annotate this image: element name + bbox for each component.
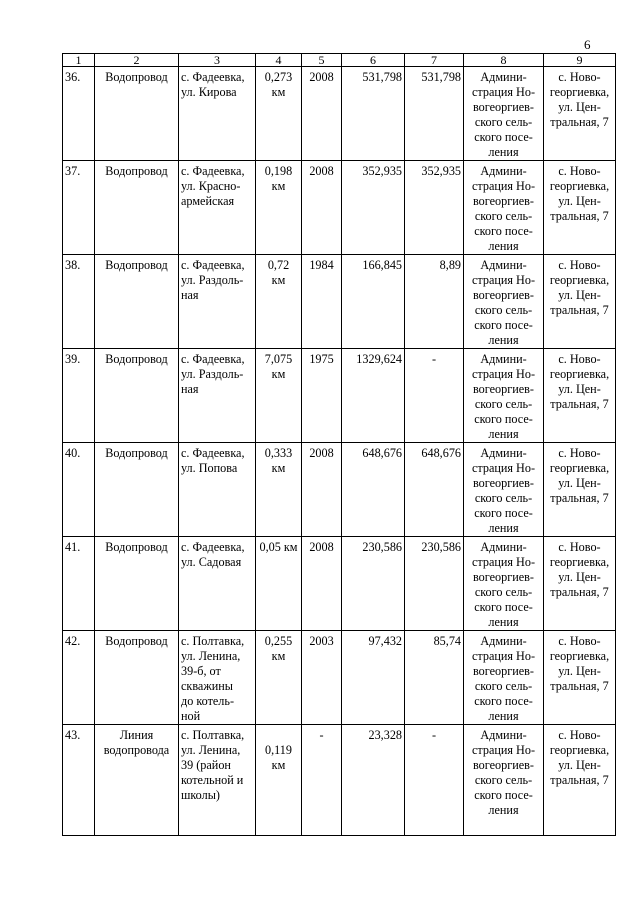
object-address-line: ной <box>181 709 201 723</box>
owner-name-line: Админи- <box>480 446 527 460</box>
owner-name-cell <box>464 349 544 443</box>
commission-year-cell: 2008 <box>302 537 342 631</box>
table-row <box>63 537 616 631</box>
object-length-line: 0,05 км <box>259 540 298 554</box>
owner-name-line: Админи- <box>480 728 527 742</box>
object-length-line: км <box>271 649 286 663</box>
owner-name-line: страция Но- <box>471 461 536 475</box>
owner-name-line: страция Но- <box>471 555 536 569</box>
table-row <box>63 255 616 349</box>
owner-name-line: ского сель- <box>474 773 533 787</box>
object-length-line: км <box>271 461 286 475</box>
table-row <box>63 161 616 255</box>
property-registry-table <box>62 53 616 836</box>
column-number-row <box>63 54 616 67</box>
object-name-cell <box>95 725 179 836</box>
owner-address-line: ул. Цен- <box>558 382 601 396</box>
owner-name-cell <box>464 67 544 161</box>
owner-name-line: вогеоргиев- <box>473 664 534 678</box>
owner-name-line: ского сель- <box>474 303 533 317</box>
object-length-cell <box>256 349 302 443</box>
commission-year-cell: 1975 <box>302 349 342 443</box>
owner-name-line: ления <box>488 615 519 629</box>
object-address-line: ул. Кирова <box>181 85 237 99</box>
owner-name-line: ского посе- <box>474 600 533 614</box>
owner-address-line: с. Ново- <box>558 70 601 84</box>
owner-address-cell <box>544 443 616 537</box>
object-name-line: Водопровод <box>105 164 168 178</box>
object-name-cell <box>95 443 179 537</box>
object-address-line: ул. Раздоль- <box>181 273 244 287</box>
residual-value-cell: - <box>405 349 464 443</box>
owner-name-line: ского посе- <box>474 788 533 802</box>
owner-name-line: ления <box>488 521 519 535</box>
owner-address-line: тральная, 7 <box>550 209 609 223</box>
object-length-line: км <box>271 367 286 381</box>
object-address-cell <box>179 443 256 537</box>
object-name-cell <box>95 161 179 255</box>
row-number-cell: 41. <box>63 537 95 631</box>
owner-address-line: ул. Цен- <box>558 476 601 490</box>
balance-value-cell: 23,328 <box>342 725 405 836</box>
object-address-line: ул. Садовая <box>181 555 242 569</box>
owner-address-line: тральная, 7 <box>550 115 609 129</box>
commission-year-cell: 1984 <box>302 255 342 349</box>
owner-name-cell <box>464 631 544 725</box>
row-number-cell: 38. <box>63 255 95 349</box>
owner-name-line: Админи- <box>480 634 527 648</box>
object-address-line: с. Фадеевка, <box>181 352 245 366</box>
column-header: 5 <box>302 54 342 67</box>
object-length-line: км <box>271 273 286 287</box>
object-length-cell <box>256 67 302 161</box>
balance-value-cell: 352,935 <box>342 161 405 255</box>
object-name-line: водопровода <box>103 743 170 757</box>
owner-name-line: вогеоргиев- <box>473 100 534 114</box>
object-address-line: армейская <box>181 194 235 208</box>
object-length-cell <box>256 537 302 631</box>
object-address-cell <box>179 631 256 725</box>
owner-name-line: страция Но- <box>471 179 536 193</box>
object-name-line: Водопровод <box>105 446 168 460</box>
owner-address-line: с. Ново- <box>558 634 601 648</box>
object-address-line: ул. Красно- <box>181 179 241 193</box>
owner-address-line: георгиевка, <box>549 461 610 475</box>
owner-name-line: страция Но- <box>471 743 536 757</box>
owner-address-line: георгиевка, <box>549 743 610 757</box>
owner-name-line: ского посе- <box>474 130 533 144</box>
object-length-line: 0,333 <box>264 446 293 460</box>
column-header: 7 <box>405 54 464 67</box>
object-address-line: ул. Попова <box>181 461 238 475</box>
owner-name-line: страция Но- <box>471 273 536 287</box>
object-name-cell <box>95 631 179 725</box>
column-header: 9 <box>544 54 616 67</box>
row-number-cell: 43. <box>63 725 95 836</box>
owner-address-line: с. Ново- <box>558 258 601 272</box>
owner-name-line: Админи- <box>480 540 527 554</box>
object-length-line: 0,119 <box>265 743 292 757</box>
owner-name-line: ления <box>488 145 519 159</box>
balance-value-cell: 1329,624 <box>342 349 405 443</box>
commission-year-cell: 2003 <box>302 631 342 725</box>
owner-address-line: тральная, 7 <box>550 679 609 693</box>
balance-value-cell: 230,586 <box>342 537 405 631</box>
residual-value-cell: 352,935 <box>405 161 464 255</box>
balance-value-cell: 97,432 <box>342 631 405 725</box>
owner-address-line: георгиевка, <box>549 273 610 287</box>
table-row <box>63 67 616 161</box>
owner-address-line: ул. Цен- <box>558 570 601 584</box>
owner-name-line: страция Но- <box>471 85 536 99</box>
owner-name-line: ского сель- <box>474 491 533 505</box>
object-length-line: 7,075 <box>264 352 293 366</box>
owner-address-line: ул. Цен- <box>558 288 601 302</box>
object-address-cell <box>179 725 256 836</box>
owner-name-line: страция Но- <box>471 649 536 663</box>
object-length-cell <box>256 631 302 725</box>
owner-address-line: ул. Цен- <box>558 758 601 772</box>
owner-name-line: вогеоргиев- <box>473 758 534 772</box>
table-row <box>63 443 616 537</box>
owner-address-line: георгиевка, <box>549 85 610 99</box>
residual-value-cell: 648,676 <box>405 443 464 537</box>
owner-address-line: с. Ново- <box>558 352 601 366</box>
owner-name-line: ского сель- <box>474 679 533 693</box>
row-number-cell: 40. <box>63 443 95 537</box>
owner-address-line: тральная, 7 <box>550 773 609 787</box>
owner-address-line: тральная, 7 <box>550 491 609 505</box>
owner-address-line: георгиевка, <box>549 555 610 569</box>
owner-name-line: вогеоргиев- <box>473 570 534 584</box>
object-address-line: ул. Ленина, <box>181 649 241 663</box>
object-address-line: с. Полтавка, <box>181 728 245 742</box>
object-length-cell <box>256 255 302 349</box>
object-address-cell <box>179 537 256 631</box>
column-header: 4 <box>256 54 302 67</box>
owner-address-line: с. Ново- <box>558 446 601 460</box>
owner-name-line: страция Но- <box>471 367 536 381</box>
column-header: 8 <box>464 54 544 67</box>
object-length-line: 0,273 <box>264 70 293 84</box>
owner-name-line: вогеоргиев- <box>473 476 534 490</box>
residual-value-cell: 230,586 <box>405 537 464 631</box>
balance-value-cell: 531,798 <box>342 67 405 161</box>
object-address-line: 39 (район <box>181 758 231 772</box>
owner-name-line: ского посе- <box>474 318 533 332</box>
balance-value-cell: 166,845 <box>342 255 405 349</box>
object-length-line: км <box>271 179 286 193</box>
owner-name-line: ского сель- <box>474 397 533 411</box>
object-name-cell <box>95 67 179 161</box>
object-name-line: Водопровод <box>105 540 168 554</box>
object-address-line: с. Фадеевка, <box>181 446 245 460</box>
owner-name-line: ления <box>488 427 519 441</box>
object-address-line: школы) <box>181 788 220 802</box>
object-address-line: 39-б, от <box>181 664 221 678</box>
commission-year-cell: - <box>302 725 342 836</box>
owner-address-line: георгиевка, <box>549 367 610 381</box>
owner-address-line: ул. Цен- <box>558 194 601 208</box>
object-address-line: с. Полтавка, <box>181 634 245 648</box>
owner-name-line: вогеоргиев- <box>473 194 534 208</box>
object-name-line: Линия <box>119 728 154 742</box>
object-address-line: ул. Ленина, <box>181 743 241 757</box>
object-address-cell <box>179 255 256 349</box>
owner-name-line: Админи- <box>480 352 527 366</box>
row-number-cell: 39. <box>63 349 95 443</box>
owner-name-cell <box>464 537 544 631</box>
owner-name-line: ления <box>488 239 519 253</box>
owner-address-cell <box>544 537 616 631</box>
commission-year-cell: 2008 <box>302 161 342 255</box>
row-number-cell: 42. <box>63 631 95 725</box>
object-length-cell <box>256 725 302 836</box>
object-address-line: с. Фадеевка, <box>181 540 245 554</box>
object-length-cell <box>256 443 302 537</box>
owner-address-line: ул. Цен- <box>558 100 601 114</box>
owner-address-line: с. Ново- <box>558 540 601 554</box>
object-address-cell <box>179 349 256 443</box>
owner-name-line: Админи- <box>480 164 527 178</box>
object-address-cell <box>179 161 256 255</box>
object-address-line: с. Фадеевка, <box>181 258 245 272</box>
owner-address-cell <box>544 631 616 725</box>
commission-year-cell: 2008 <box>302 443 342 537</box>
owner-address-line: георгиевка, <box>549 649 610 663</box>
owner-address-cell <box>544 725 616 836</box>
owner-name-line: Админи- <box>480 70 527 84</box>
owner-address-line: георгиевка, <box>549 179 610 193</box>
residual-value-cell: 85,74 <box>405 631 464 725</box>
object-length-line: км <box>271 85 286 99</box>
owner-name-line: вогеоргиев- <box>473 288 534 302</box>
owner-address-line: с. Ново- <box>558 164 601 178</box>
owner-name-line: ского сель- <box>474 585 533 599</box>
object-length-cell <box>256 161 302 255</box>
object-name-cell <box>95 255 179 349</box>
object-name-line: Водопровод <box>105 352 168 366</box>
owner-name-line: ского посе- <box>474 694 533 708</box>
row-number-cell: 36. <box>63 67 95 161</box>
residual-value-cell: 531,798 <box>405 67 464 161</box>
column-header: 3 <box>179 54 256 67</box>
object-address-line: ул. Раздоль- <box>181 367 244 381</box>
owner-name-line: ского сель- <box>474 209 533 223</box>
table-row <box>63 631 616 725</box>
object-address-line: с. Фадеевка, <box>181 70 245 84</box>
object-length-line: 0,255 <box>264 634 293 648</box>
owner-name-cell <box>464 161 544 255</box>
object-length-line: 0,198 <box>264 164 293 178</box>
owner-address-line: тральная, 7 <box>550 585 609 599</box>
object-name-line: Водопровод <box>105 258 168 272</box>
owner-address-line: тральная, 7 <box>550 397 609 411</box>
owner-name-line: вогеоргиев- <box>473 382 534 396</box>
owner-address-cell <box>544 161 616 255</box>
object-address-line: до котель- <box>181 694 235 708</box>
object-address-line: скважины <box>181 679 233 693</box>
commission-year-cell: 2008 <box>302 67 342 161</box>
object-name-cell <box>95 349 179 443</box>
object-name-line: Водопровод <box>105 70 168 84</box>
owner-address-line: ул. Цен- <box>558 664 601 678</box>
object-length-line: 0,72 <box>267 258 290 272</box>
object-address-cell <box>179 67 256 161</box>
row-number-cell: 37. <box>63 161 95 255</box>
owner-address-cell <box>544 67 616 161</box>
object-address-line: ная <box>181 288 199 302</box>
object-length-line: км <box>271 758 286 772</box>
owner-name-line: ского сель- <box>474 115 533 129</box>
residual-value-cell: - <box>405 725 464 836</box>
residual-value-cell: 8,89 <box>405 255 464 349</box>
owner-address-line: с. Ново- <box>558 728 601 742</box>
owner-name-cell <box>464 443 544 537</box>
table-row <box>63 725 616 836</box>
owner-address-cell <box>544 255 616 349</box>
object-name-cell <box>95 537 179 631</box>
owner-address-line: тральная, 7 <box>550 303 609 317</box>
page-number: 6 <box>584 37 591 52</box>
object-address-line: ная <box>181 382 199 396</box>
owner-name-line: Админи- <box>480 258 527 272</box>
owner-name-line: ления <box>488 803 519 817</box>
column-header: 2 <box>95 54 179 67</box>
owner-address-cell <box>544 349 616 443</box>
object-address-line: с. Фадеевка, <box>181 164 245 178</box>
column-header: 6 <box>342 54 405 67</box>
owner-name-line: ского посе- <box>474 224 533 238</box>
owner-name-cell <box>464 255 544 349</box>
owner-name-line: ления <box>488 333 519 347</box>
table-row <box>63 349 616 443</box>
owner-name-cell <box>464 725 544 836</box>
object-name-line: Водопровод <box>105 634 168 648</box>
owner-name-line: ского посе- <box>474 412 533 426</box>
balance-value-cell: 648,676 <box>342 443 405 537</box>
owner-name-line: ления <box>488 709 519 723</box>
object-address-line: котельной и <box>181 773 244 787</box>
table-body <box>63 67 616 836</box>
owner-name-line: ского посе- <box>474 506 533 520</box>
column-header: 1 <box>63 54 95 67</box>
